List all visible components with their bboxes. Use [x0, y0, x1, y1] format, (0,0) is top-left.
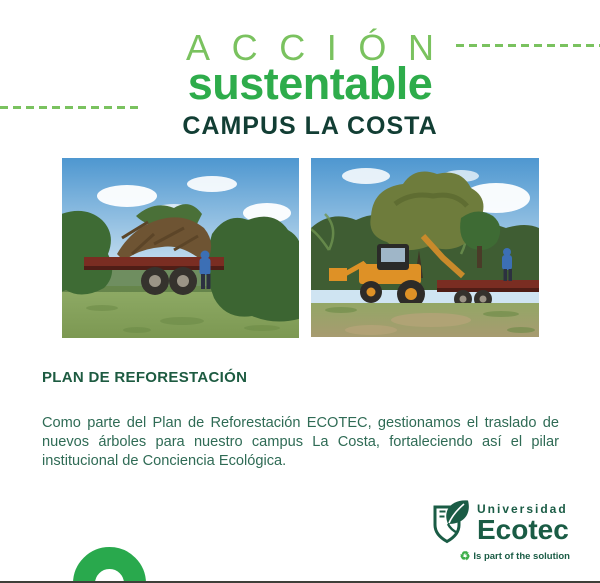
photo-trees-on-trailer-illustration	[62, 158, 299, 338]
page-subtitle: CAMPUS LA COSTA	[182, 112, 438, 140]
dashed-rule-left	[0, 106, 141, 109]
dashed-rule-right	[456, 44, 600, 47]
photo-backhoe-loading	[311, 158, 539, 337]
section-heading: PLAN DE REFORESTACIÓN	[42, 369, 248, 386]
logo-tagline-label: Is part of the solution	[473, 550, 570, 562]
logo-university-label: Universidad	[477, 502, 568, 516]
header-kicker: ACCIÓN	[185, 27, 456, 68]
ecotec-logo-row	[430, 498, 572, 545]
photo-backhoe-loading-illustration	[311, 158, 539, 337]
worker-blue	[199, 251, 210, 290]
photo-row	[0, 158, 600, 338]
body-paragraph: Como parte del Plan de Reforestación ECOTEC, gestionamos el traslado de nuevos árboles para nuestro campus La Costa, fortaleciendo así el pilar institucional de Conciencia Ecológica.	[42, 414, 559, 469]
logo-name-label: Ecotec	[477, 514, 569, 545]
worker-blue	[502, 248, 512, 281]
decorative-ring	[73, 547, 146, 583]
left-tree	[62, 211, 112, 295]
shield-leaf-icon	[430, 498, 474, 545]
recycle-icon: ♻	[459, 549, 471, 563]
photo-trees-on-trailer	[62, 158, 299, 338]
logo-tagline	[430, 550, 572, 562]
ecotec-logo-texts	[477, 498, 569, 545]
ecotec-logo	[430, 498, 572, 562]
page-title: sustentable	[187, 58, 433, 109]
